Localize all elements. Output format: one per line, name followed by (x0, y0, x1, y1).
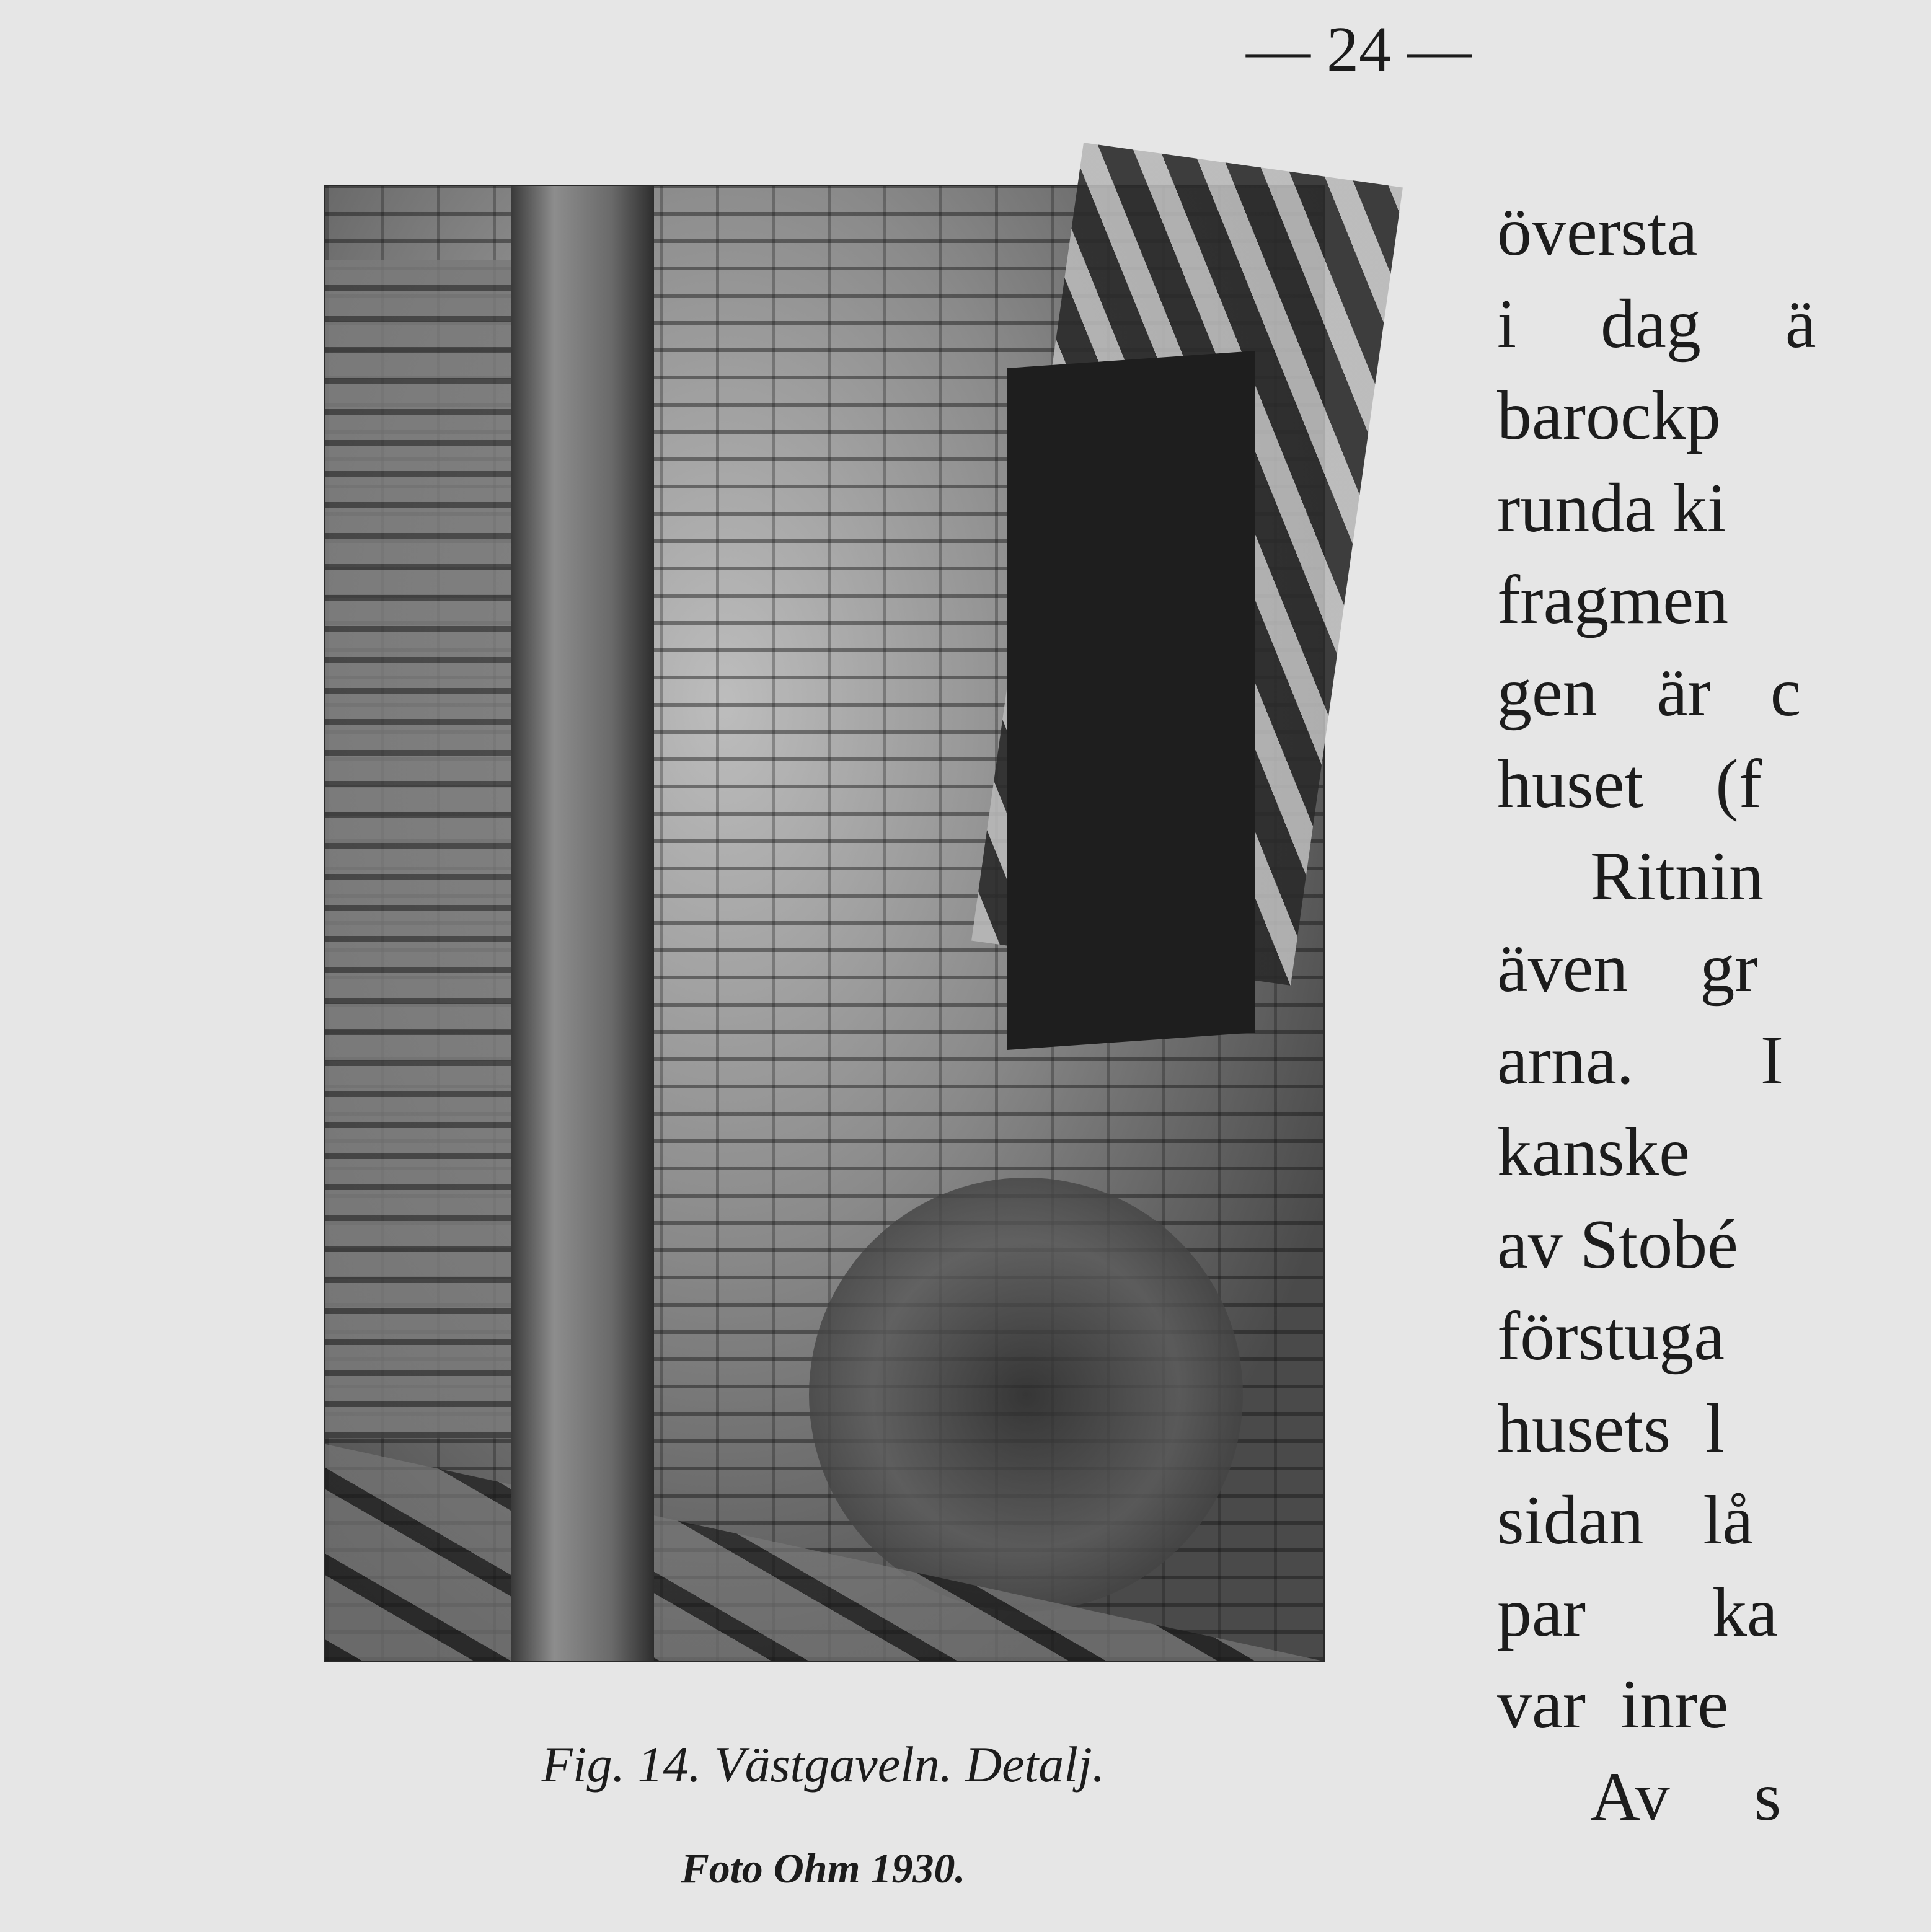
text-line: översta (1497, 193, 1698, 270)
text-line: fragmen (1497, 562, 1729, 638)
text-line: sidan lå (1497, 1482, 1754, 1559)
text-line: runda ki (1497, 469, 1727, 547)
text-line: av Stobé (1497, 1206, 1738, 1283)
text-line: förstuga (1497, 1298, 1725, 1375)
body-text-column (1497, 186, 1931, 1843)
text-line: Ritnin (1590, 837, 1764, 915)
figure-caption: Fig. 14. Västgaveln. Detalj. (541, 1736, 1105, 1793)
text-line: kanske (1497, 1114, 1690, 1191)
text-line: husets l (1497, 1390, 1725, 1467)
text-line: par ka (1497, 1574, 1778, 1651)
text-line: barockp (1497, 377, 1721, 454)
arch-remnant (809, 1178, 1243, 1612)
text-line: arna. I (1497, 1021, 1784, 1099)
vertical-beam (511, 186, 654, 1661)
text-line: var inre (1497, 1666, 1729, 1743)
left-wall (325, 260, 511, 1438)
dark-board (1007, 351, 1255, 1050)
page-number: — 24 — (1246, 14, 1472, 85)
figure-photo-west-gable (324, 185, 1325, 1662)
text-line: i dag ä (1497, 285, 1816, 363)
text-line: även gr (1497, 930, 1758, 1007)
text-line: huset (f (1497, 746, 1762, 823)
text-line: Av s (1590, 1758, 1782, 1835)
text-line: gen är c (1497, 653, 1801, 731)
photo-credit: Foto Ohm 1930. (681, 1845, 966, 1892)
